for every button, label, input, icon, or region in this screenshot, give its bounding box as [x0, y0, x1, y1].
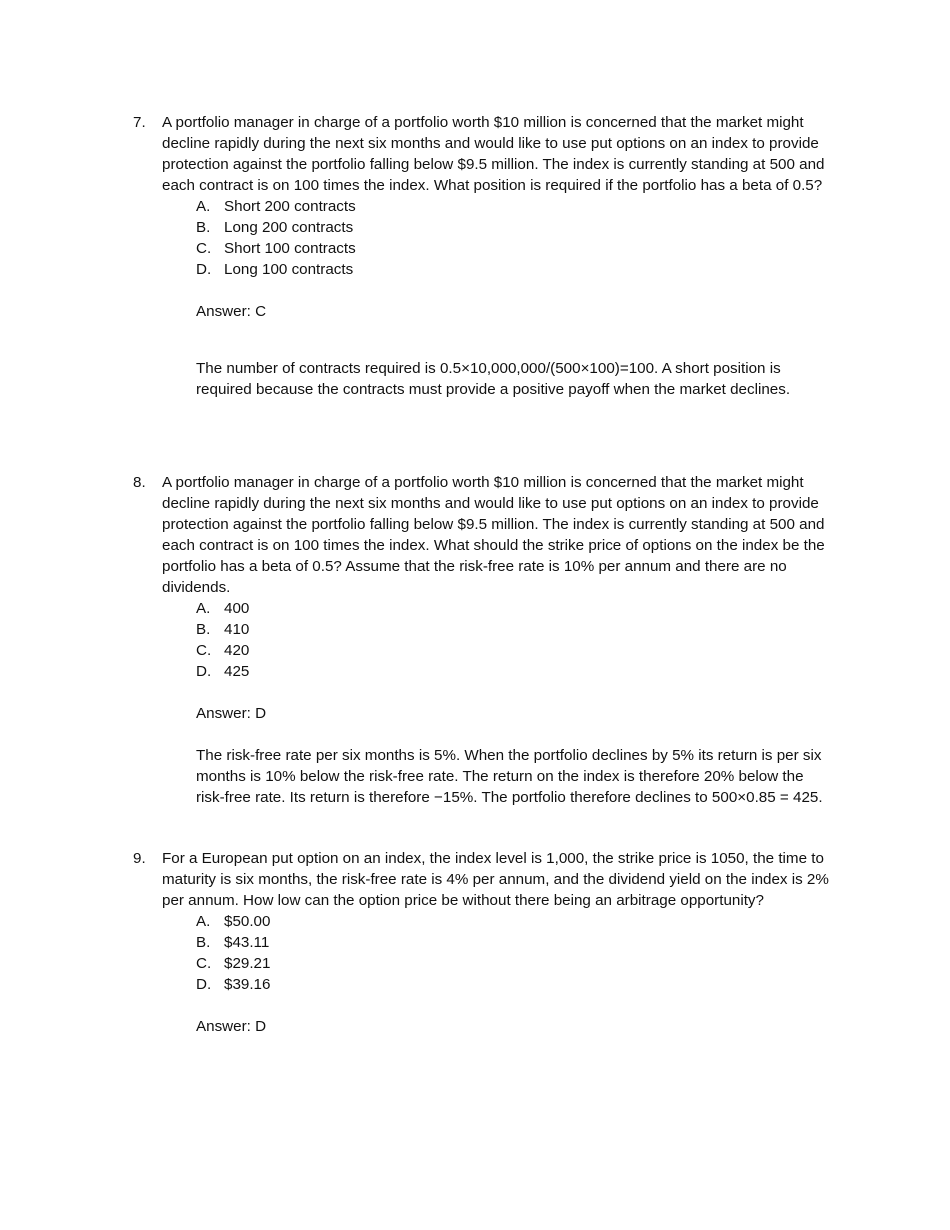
- question-text: For a European put option on an index, the index level is 1,000, the strike price is 1050, the time to maturity is six months, the risk-free rate is 4% per annum, and the dividend yield on the index is 2% per annum. How low can the option price be without there being an arbitrage opportunity?: [162, 850, 829, 909]
- explanation: The risk-free rate per six months is 5%. When the portfolio declines by 5% its return is per six months is 10% below the risk-free rate. The return on the index is therefore 20% below the risk-free rate. Its return is therefore −15%. The portfolio therefore declines to 500×0.85 = 425.: [196, 747, 823, 806]
- option-letter: B.: [196, 621, 211, 638]
- option-text: 410: [224, 621, 250, 638]
- explanation: The number of contracts required is 0.5×10,000,000/(500×100)=100. A short position is required because the contracts must provide a positive payoff when the market declines.: [196, 360, 791, 398]
- option-a: [196, 911, 838, 932]
- option-a: [196, 196, 838, 217]
- option-b: [196, 619, 838, 640]
- option-text: $29.21: [224, 955, 271, 972]
- option-text: 400: [224, 600, 250, 617]
- option-text: $39.16: [224, 976, 271, 993]
- answer-options: [196, 598, 838, 682]
- answer-line: Answer: D: [196, 1018, 267, 1035]
- question-text: A portfolio manager in charge of a portfolio worth $10 million is concerned that the market might decline rapidly during the next six months and would like to use put options on an index to provide protection against the portfolio falling below $9.5 million. The index is currently standing at 500 and each contract is on 100 times the index. What position is required if the portfolio has a beta of 0.5?: [162, 114, 825, 194]
- question-number: 7.: [133, 114, 146, 131]
- option-text: 425: [224, 663, 250, 680]
- option-letter: D.: [196, 663, 212, 680]
- question-7: [133, 112, 838, 400]
- question-number: 9.: [133, 850, 146, 867]
- option-text: Long 100 contracts: [224, 261, 354, 278]
- option-c: [196, 953, 838, 974]
- option-c: [196, 640, 838, 661]
- option-letter: C.: [196, 955, 212, 972]
- option-d: [196, 259, 838, 280]
- option-a: [196, 598, 838, 619]
- question-8: [133, 472, 838, 808]
- answer-line: Answer: D: [196, 705, 267, 722]
- answer-options: [196, 196, 838, 280]
- option-b: [196, 217, 838, 238]
- option-text: Short 200 contracts: [224, 198, 356, 215]
- option-letter: B.: [196, 219, 211, 236]
- option-letter: C.: [196, 642, 212, 659]
- option-b: [196, 932, 838, 953]
- option-c: [196, 238, 838, 259]
- option-letter: D.: [196, 976, 212, 993]
- question-9: [133, 848, 838, 1037]
- answer-line: Answer: C: [196, 303, 267, 320]
- option-text: Long 200 contracts: [224, 219, 354, 236]
- option-text: $50.00: [224, 913, 271, 930]
- option-letter: D.: [196, 261, 212, 278]
- question-number: 8.: [133, 474, 146, 491]
- option-text: $43.11: [224, 934, 270, 951]
- option-text: 420: [224, 642, 250, 659]
- option-letter: B.: [196, 934, 211, 951]
- option-letter: A.: [196, 198, 211, 215]
- option-letter: A.: [196, 913, 211, 930]
- option-d: [196, 661, 838, 682]
- option-letter: A.: [196, 600, 211, 617]
- question-text: A portfolio manager in charge of a portfolio worth $10 million is concerned that the market might decline rapidly during the next six months and would like to use put options on an index to provide protection against the portfolio falling below $9.5 million. The index is currently standing at 500 and each contract is on 100 times the index. What should the strike price of options on the index be the portfolio has a beta of 0.5? Assume that the risk-free rate is 10% per annum and there are no dividends.: [162, 474, 825, 596]
- answer-options: [196, 911, 838, 995]
- option-letter: C.: [196, 240, 212, 257]
- option-text: Short 100 contracts: [224, 240, 356, 257]
- option-d: [196, 974, 838, 995]
